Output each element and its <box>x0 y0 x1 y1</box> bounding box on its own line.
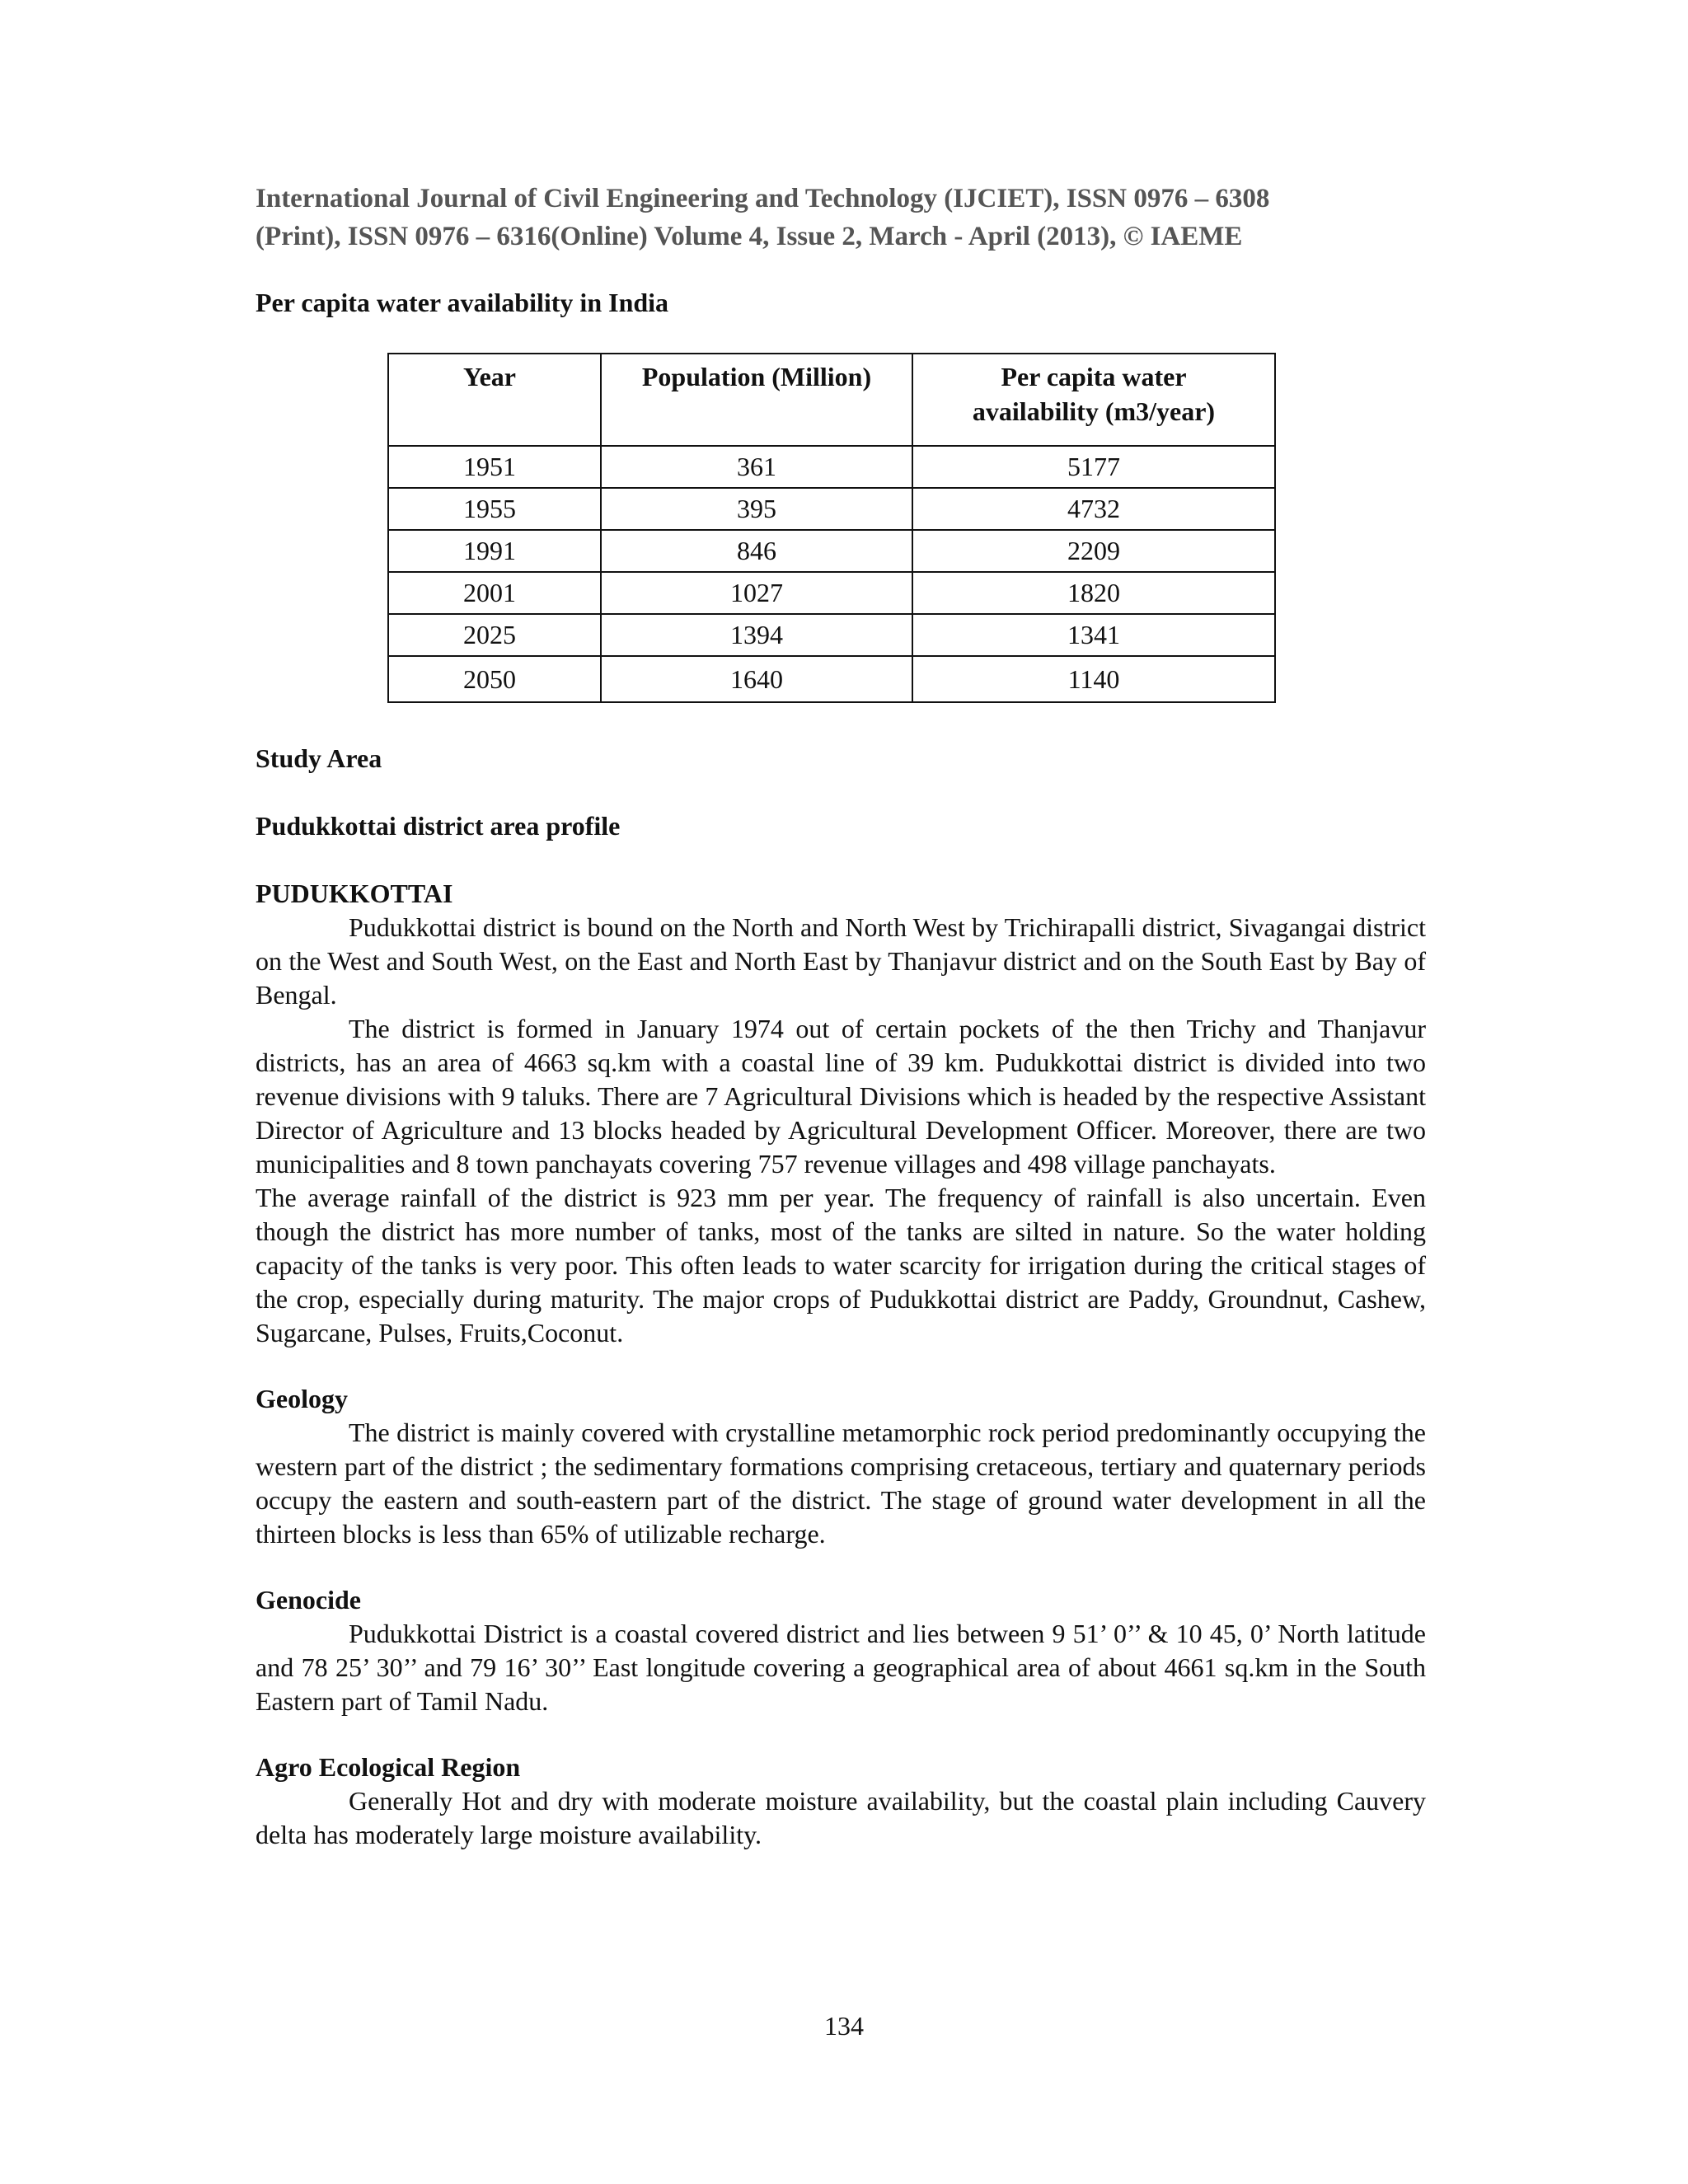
cell-year: 1955 <box>388 488 601 530</box>
heading-pudukkottai: PUDUKKOTTAI <box>256 879 453 908</box>
paragraph-formation: The district is formed in January 1974 out of certain pockets of the then Trichy and Thanjavur districts, has an area of 4663 sq.km with a coastal line of 39 km. Pudukkottai district is divided into two revenue divisions with 9 taluks. There are 7 Agricultural Divisions which is headed by the respective Assistant Director of Agriculture and 13 blocks headed by Agricultural Development Officer. Moreover, there are two municipalities and 8 town panchayats covering 757 revenue villages and 498 village panchayats. <box>256 1014 1426 1179</box>
table-header-row <box>388 354 1275 446</box>
water-availability-table <box>387 353 1276 703</box>
table-header-population: Population (Million) <box>601 354 912 446</box>
cell-population: 395 <box>601 488 912 530</box>
cell-per-capita: 5177 <box>912 446 1275 488</box>
table-header-per-capita-line2: availability (m3/year) <box>972 396 1216 426</box>
cell-population: 846 <box>601 530 912 572</box>
table-header-per-capita <box>912 354 1275 446</box>
cell-per-capita: 2209 <box>912 530 1275 572</box>
journal-header <box>256 180 1426 255</box>
heading-study-area: Study Area <box>256 743 382 773</box>
paragraph-boundaries: Pudukkottai district is bound on the North and North West by Trichirapalli district, Sivagangai district on the West and South West, on the East and North East by Thanjavur district and on the South East by Bay of Bengal. <box>256 912 1426 1010</box>
cell-per-capita: 1341 <box>912 614 1275 656</box>
table-row <box>388 488 1275 530</box>
table-caption: Per capita water availability in India <box>256 288 669 317</box>
cell-population: 1394 <box>601 614 912 656</box>
heading-agro-ecological-region: Agro Ecological Region <box>256 1752 521 1782</box>
cell-year: 2025 <box>388 614 601 656</box>
table-row <box>388 614 1275 656</box>
table-row <box>388 572 1275 614</box>
cell-year: 2001 <box>388 572 601 614</box>
heading-district-profile: Pudukkottai district area profile <box>256 811 621 841</box>
heading-genocide: Genocide <box>256 1585 361 1615</box>
cell-population: 1027 <box>601 572 912 614</box>
cell-year: 1951 <box>388 446 601 488</box>
table-row <box>388 656 1275 702</box>
table-header-per-capita-line1: Per capita water <box>1001 362 1187 391</box>
cell-year: 1991 <box>388 530 601 572</box>
paragraph-genocide: Pudukkottai District is a coastal covered district and lies between 9 51’ 0’’ & 10 45, 0’ North latitude and 78 25’ 30’’ and 79 16’ 30’’ East longitude covering a geographical area of about 4661 sq.km in the South Eastern part of Tamil Nadu. <box>256 1619 1426 1716</box>
paragraph-rainfall: The average rainfall of the district is 923 mm per year. The frequency of rainfall is also uncertain. Even though the district has more number of tanks, most of the tanks are silted in nature. So the water holding capacity of the tanks is very poor. This often leads to water scarcity for irrigation during the critical stages of the crop, especially during maturity. The major crops of Pudukkottai district are Paddy, Groundnut, Cashew, Sugarcane, Pulses, Fruits,Coconut. <box>256 1183 1426 1347</box>
paragraph-geology: The district is mainly covered with crystalline metamorphic rock period predominantly occupying the western part of the district ; the sedimentary formations comprising cretaceous, tertiary and quaternary periods occupy the eastern and south-eastern part of the district. The stage of ground water development in all the thirteen blocks is less than 65% of utilizable recharge. <box>256 1418 1426 1549</box>
page-content <box>256 180 1426 1852</box>
journal-header-line2: (Print), ISSN 0976 – 6316(Online) Volume 4, Issue 2, March - April (2013), © IAEME <box>256 222 1243 251</box>
cell-per-capita: 4732 <box>912 488 1275 530</box>
table-row <box>388 446 1275 488</box>
paragraph-agro-ecological: Generally Hot and dry with moderate moisture availability, but the coastal plain including Cauvery delta has moderately large moisture availability. <box>256 1786 1426 1849</box>
heading-geology: Geology <box>256 1384 348 1413</box>
page-number: 134 <box>824 2011 864 2041</box>
cell-per-capita: 1820 <box>912 572 1275 614</box>
cell-year: 2050 <box>388 656 601 702</box>
table-row <box>388 530 1275 572</box>
journal-header-line1: International Journal of Civil Engineering and Technology (IJCIET), ISSN 0976 – 6308 <box>256 184 1270 213</box>
cell-per-capita: 1140 <box>912 656 1275 702</box>
cell-population: 361 <box>601 446 912 488</box>
table-header-year: Year <box>388 354 601 446</box>
cell-population: 1640 <box>601 656 912 702</box>
